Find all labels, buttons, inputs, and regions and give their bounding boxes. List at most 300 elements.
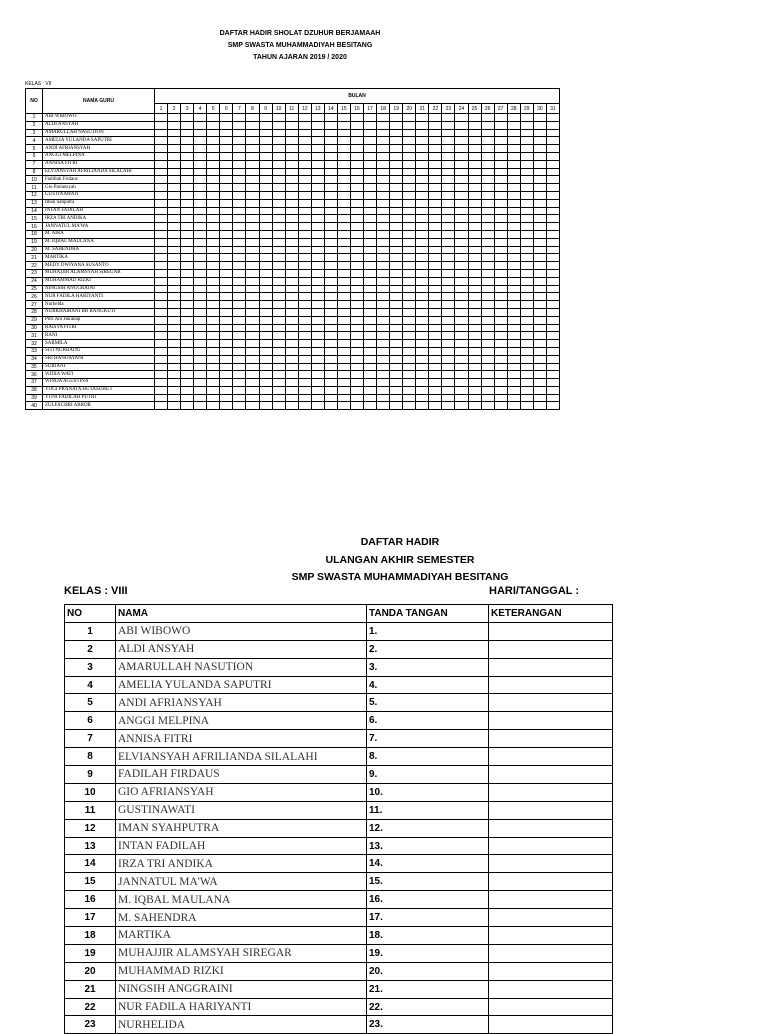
attendance-cell <box>311 394 324 402</box>
attendance-cell <box>520 238 533 246</box>
keterangan-cell <box>489 676 613 694</box>
attendance-cell <box>324 379 337 387</box>
attendance-cell <box>429 145 442 153</box>
row-number: 26 <box>26 293 43 301</box>
attendance-cell <box>481 394 494 402</box>
attendance-cell <box>168 308 181 316</box>
row-number: 16 <box>26 223 43 231</box>
attendance-cell <box>494 152 507 160</box>
attendance-cell <box>507 230 520 238</box>
table-row <box>26 316 560 324</box>
attendance-cell <box>416 402 429 410</box>
attendance-cell <box>311 340 324 348</box>
student-name: INTAN FADILAH <box>116 837 367 855</box>
attendance-cell <box>311 355 324 363</box>
attendance-cell <box>311 246 324 254</box>
attendance-cell <box>442 347 455 355</box>
table-row <box>65 748 613 766</box>
attendance-cell <box>233 402 246 410</box>
attendance-cell <box>220 223 233 231</box>
keterangan-cell <box>489 658 613 676</box>
attendance-cell <box>455 129 468 137</box>
attendance-cell <box>481 121 494 129</box>
attendance-cell <box>337 176 350 184</box>
attendance-cell <box>429 363 442 371</box>
attendance-cell <box>181 207 194 215</box>
attendance-cell <box>455 176 468 184</box>
attendance-cell <box>364 355 377 363</box>
attendance-cell <box>494 293 507 301</box>
attendance-cell <box>442 269 455 277</box>
sheet2-header-tanda-tangan: TANDA TANGAN <box>367 605 489 623</box>
attendance-cell <box>311 121 324 129</box>
keterangan-cell <box>489 909 613 927</box>
attendance-cell <box>403 145 416 153</box>
attendance-cell <box>155 184 168 192</box>
row-number: 32 <box>26 340 43 348</box>
attendance-cell <box>194 137 207 145</box>
attendance-cell <box>298 238 311 246</box>
attendance-cell <box>337 324 350 332</box>
attendance-cell <box>455 355 468 363</box>
attendance-cell <box>233 371 246 379</box>
attendance-cell <box>468 301 481 309</box>
attendance-cell <box>481 207 494 215</box>
attendance-cell <box>546 230 559 238</box>
attendance-cell <box>442 316 455 324</box>
attendance-cell <box>507 160 520 168</box>
attendance-cell <box>416 168 429 176</box>
attendance-cell <box>337 246 350 254</box>
attendance-cell <box>533 246 546 254</box>
attendance-cell <box>533 332 546 340</box>
attendance-cell <box>520 324 533 332</box>
attendance-cell <box>377 402 390 410</box>
attendance-cell <box>181 238 194 246</box>
row-number: 5 <box>65 694 116 712</box>
attendance-cell <box>259 324 272 332</box>
attendance-cell <box>337 340 350 348</box>
teacher-name: ELVIANSYAH AFRILIANDA SILALAHI <box>43 168 155 176</box>
keterangan-cell <box>489 622 613 640</box>
sheet1-header-no: NO <box>26 89 43 114</box>
attendance-cell <box>481 199 494 207</box>
attendance-cell <box>350 145 363 153</box>
attendance-cell <box>220 308 233 316</box>
table-row <box>26 230 560 238</box>
attendance-cell <box>364 207 377 215</box>
signature-cell: 23. <box>367 1016 489 1034</box>
attendance-cell <box>298 176 311 184</box>
attendance-cell <box>455 269 468 277</box>
attendance-cell <box>403 332 416 340</box>
attendance-cell <box>246 191 259 199</box>
row-number: 19 <box>65 944 116 962</box>
sheet1-day-header: 13 <box>311 104 324 114</box>
attendance-cell <box>442 308 455 316</box>
attendance-cell <box>390 215 403 223</box>
attendance-cell <box>442 246 455 254</box>
attendance-cell <box>207 191 220 199</box>
keterangan-cell <box>489 819 613 837</box>
attendance-cell <box>324 402 337 410</box>
attendance-cell <box>285 176 298 184</box>
attendance-cell <box>220 301 233 309</box>
table-row <box>65 980 613 998</box>
attendance-cell <box>468 324 481 332</box>
attendance-cell <box>546 199 559 207</box>
attendance-cell <box>390 277 403 285</box>
attendance-cell <box>259 379 272 387</box>
attendance-cell <box>520 371 533 379</box>
attendance-cell <box>403 301 416 309</box>
signature-cell: 15. <box>367 873 489 891</box>
attendance-cell <box>403 379 416 387</box>
attendance-cell <box>455 199 468 207</box>
teacher-name: ANDI AFRIANSYAH <box>43 145 155 153</box>
attendance-cell <box>350 168 363 176</box>
attendance-cell <box>416 129 429 137</box>
attendance-cell <box>429 355 442 363</box>
attendance-cell <box>181 230 194 238</box>
attendance-cell <box>403 176 416 184</box>
attendance-cell <box>494 114 507 122</box>
teacher-name: ABI WIBOWO <box>43 114 155 122</box>
attendance-cell <box>233 386 246 394</box>
teacher-name: MUHAMMAD RIZKI <box>43 277 155 285</box>
attendance-cell <box>194 402 207 410</box>
attendance-cell <box>350 293 363 301</box>
attendance-cell <box>194 145 207 153</box>
attendance-cell <box>220 402 233 410</box>
attendance-cell <box>285 191 298 199</box>
attendance-cell <box>364 324 377 332</box>
attendance-cell <box>468 121 481 129</box>
teacher-name: NURKHAIRANI BR RANGKUTI <box>43 308 155 316</box>
attendance-cell <box>377 269 390 277</box>
row-number: 6 <box>65 712 116 730</box>
attendance-cell <box>155 269 168 277</box>
attendance-cell <box>233 285 246 293</box>
attendance-cell <box>546 238 559 246</box>
attendance-cell <box>181 316 194 324</box>
attendance-cell <box>546 301 559 309</box>
attendance-cell <box>298 371 311 379</box>
attendance-cell <box>350 316 363 324</box>
attendance-cell <box>168 262 181 270</box>
attendance-cell <box>390 355 403 363</box>
attendance-cell <box>337 191 350 199</box>
attendance-cell <box>494 168 507 176</box>
attendance-cell <box>350 277 363 285</box>
attendance-cell <box>533 207 546 215</box>
attendance-cell <box>324 184 337 192</box>
attendance-cell <box>455 386 468 394</box>
attendance-cell <box>546 207 559 215</box>
attendance-cell <box>207 301 220 309</box>
attendance-cell <box>246 246 259 254</box>
attendance-cell <box>298 262 311 270</box>
attendance-cell <box>259 262 272 270</box>
attendance-cell <box>429 308 442 316</box>
attendance-cell <box>533 363 546 371</box>
attendance-cell <box>168 199 181 207</box>
attendance-cell <box>455 301 468 309</box>
attendance-cell <box>377 293 390 301</box>
attendance-cell <box>220 184 233 192</box>
attendance-cell <box>259 176 272 184</box>
attendance-cell <box>259 160 272 168</box>
attendance-cell <box>298 379 311 387</box>
attendance-cell <box>337 129 350 137</box>
attendance-cell <box>337 371 350 379</box>
attendance-cell <box>364 308 377 316</box>
attendance-cell <box>181 308 194 316</box>
teacher-name: YUNI FADILAH PUTRI <box>43 394 155 402</box>
attendance-cell <box>520 184 533 192</box>
attendance-cell <box>520 145 533 153</box>
table-row <box>26 293 560 301</box>
attendance-cell <box>259 207 272 215</box>
attendance-cell <box>468 293 481 301</box>
attendance-cell <box>298 184 311 192</box>
attendance-cell <box>194 262 207 270</box>
attendance-cell <box>494 145 507 153</box>
attendance-cell <box>298 386 311 394</box>
attendance-cell <box>442 145 455 153</box>
attendance-cell <box>181 332 194 340</box>
attendance-cell <box>429 230 442 238</box>
attendance-cell <box>533 262 546 270</box>
teacher-name: SITI NURBAINI <box>43 347 155 355</box>
attendance-cell <box>507 340 520 348</box>
attendance-cell <box>390 293 403 301</box>
attendance-cell <box>468 114 481 122</box>
attendance-cell <box>194 199 207 207</box>
attendance-cell <box>233 316 246 324</box>
table-row <box>26 324 560 332</box>
attendance-cell <box>377 238 390 246</box>
attendance-cell <box>168 215 181 223</box>
attendance-cell <box>403 246 416 254</box>
attendance-cell <box>181 199 194 207</box>
attendance-cell <box>168 238 181 246</box>
attendance-cell <box>403 137 416 145</box>
attendance-cell <box>455 114 468 122</box>
attendance-cell <box>455 285 468 293</box>
attendance-cell <box>364 386 377 394</box>
attendance-cell <box>298 121 311 129</box>
attendance-cell <box>168 340 181 348</box>
table-row <box>26 137 560 145</box>
attendance-cell <box>546 277 559 285</box>
sheet2-title-line-2: ULANGAN AKHIR SEMESTER <box>325 554 475 566</box>
teacher-name: NINGSIH ANGGRAINI <box>43 285 155 293</box>
row-number: 3 <box>26 129 43 137</box>
sheet1-day-header: 9 <box>259 104 272 114</box>
attendance-cell <box>546 324 559 332</box>
attendance-cell <box>246 285 259 293</box>
attendance-cell <box>168 230 181 238</box>
attendance-cell <box>533 269 546 277</box>
teacher-name: SURIANI <box>43 363 155 371</box>
attendance-cell <box>364 191 377 199</box>
attendance-cell <box>220 293 233 301</box>
row-number: 33 <box>26 347 43 355</box>
sheet1-day-header: 8 <box>246 104 259 114</box>
attendance-cell <box>403 394 416 402</box>
signature-cell: 9. <box>367 766 489 784</box>
attendance-cell <box>194 394 207 402</box>
attendance-cell <box>350 129 363 137</box>
attendance-cell <box>481 215 494 223</box>
attendance-cell <box>507 121 520 129</box>
attendance-cell <box>246 168 259 176</box>
table-row <box>65 909 613 927</box>
row-number: 11 <box>26 184 43 192</box>
row-number: 4 <box>26 137 43 145</box>
attendance-cell <box>207 386 220 394</box>
attendance-cell <box>298 114 311 122</box>
attendance-cell <box>181 114 194 122</box>
attendance-cell <box>468 277 481 285</box>
attendance-cell <box>233 269 246 277</box>
attendance-cell <box>324 168 337 176</box>
attendance-cell <box>337 145 350 153</box>
attendance-cell <box>455 254 468 262</box>
table-row <box>26 347 560 355</box>
attendance-cell <box>233 223 246 231</box>
row-number: 30 <box>26 324 43 332</box>
table-row <box>26 129 560 137</box>
attendance-cell <box>468 379 481 387</box>
attendance-cell <box>429 324 442 332</box>
attendance-cell <box>481 386 494 394</box>
attendance-cell <box>377 121 390 129</box>
attendance-cell <box>233 277 246 285</box>
attendance-cell <box>246 394 259 402</box>
attendance-cell <box>442 340 455 348</box>
attendance-cell <box>272 114 285 122</box>
attendance-cell <box>168 379 181 387</box>
attendance-cell <box>390 285 403 293</box>
attendance-cell <box>481 254 494 262</box>
attendance-cell <box>155 355 168 363</box>
attendance-cell <box>442 238 455 246</box>
teacher-name: INTAN FADILAH <box>43 207 155 215</box>
attendance-cell <box>220 285 233 293</box>
attendance-cell <box>533 316 546 324</box>
attendance-cell <box>207 129 220 137</box>
attendance-cell <box>194 207 207 215</box>
attendance-cell <box>168 223 181 231</box>
attendance-cell <box>520 152 533 160</box>
attendance-cell <box>194 363 207 371</box>
attendance-cell <box>546 223 559 231</box>
attendance-cell <box>390 402 403 410</box>
attendance-cell <box>246 371 259 379</box>
teacher-name: IRZA TRI ANDIKA <box>43 215 155 223</box>
table-row <box>26 402 560 410</box>
attendance-cell <box>390 199 403 207</box>
attendance-cell <box>507 262 520 270</box>
attendance-cell <box>285 137 298 145</box>
attendance-cell <box>168 176 181 184</box>
attendance-cell <box>481 184 494 192</box>
attendance-cell <box>390 394 403 402</box>
attendance-cell <box>533 152 546 160</box>
attendance-cell <box>155 215 168 223</box>
attendance-cell <box>155 308 168 316</box>
attendance-cell <box>233 168 246 176</box>
attendance-cell <box>298 277 311 285</box>
attendance-cell <box>311 114 324 122</box>
attendance-cell <box>168 285 181 293</box>
attendance-cell <box>364 121 377 129</box>
row-number: 8 <box>65 748 116 766</box>
attendance-cell <box>520 137 533 145</box>
attendance-cell <box>337 316 350 324</box>
attendance-cell <box>298 191 311 199</box>
attendance-cell <box>546 379 559 387</box>
attendance-cell <box>350 114 363 122</box>
attendance-cell <box>494 215 507 223</box>
attendance-cell <box>220 246 233 254</box>
attendance-cell <box>468 176 481 184</box>
attendance-cell <box>272 262 285 270</box>
attendance-cell <box>168 269 181 277</box>
attendance-cell <box>442 254 455 262</box>
attendance-cell <box>494 269 507 277</box>
attendance-cell <box>416 301 429 309</box>
attendance-cell <box>377 129 390 137</box>
attendance-cell <box>416 184 429 192</box>
attendance-cell <box>429 301 442 309</box>
attendance-cell <box>468 223 481 231</box>
attendance-cell <box>507 277 520 285</box>
keterangan-cell <box>489 640 613 658</box>
attendance-cell <box>416 191 429 199</box>
attendance-cell <box>429 262 442 270</box>
attendance-cell <box>429 277 442 285</box>
attendance-cell <box>455 223 468 231</box>
row-number: 1 <box>65 622 116 640</box>
attendance-cell <box>181 137 194 145</box>
signature-cell: 5. <box>367 694 489 712</box>
attendance-cell <box>416 121 429 129</box>
attendance-cell <box>272 355 285 363</box>
attendance-cell <box>181 347 194 355</box>
attendance-cell <box>155 332 168 340</box>
attendance-cell <box>324 152 337 160</box>
attendance-cell <box>520 363 533 371</box>
attendance-cell <box>194 121 207 129</box>
attendance-cell <box>181 394 194 402</box>
signature-cell: 20. <box>367 962 489 980</box>
attendance-cell <box>233 230 246 238</box>
row-number: 10 <box>26 176 43 184</box>
teacher-name: Iman Sahputra <box>43 199 155 207</box>
attendance-cell <box>259 191 272 199</box>
attendance-cell <box>481 332 494 340</box>
row-number: 18 <box>26 230 43 238</box>
row-number: 11 <box>65 801 116 819</box>
attendance-cell <box>324 269 337 277</box>
attendance-cell <box>377 176 390 184</box>
attendance-cell <box>324 238 337 246</box>
attendance-cell <box>377 363 390 371</box>
attendance-cell <box>298 293 311 301</box>
